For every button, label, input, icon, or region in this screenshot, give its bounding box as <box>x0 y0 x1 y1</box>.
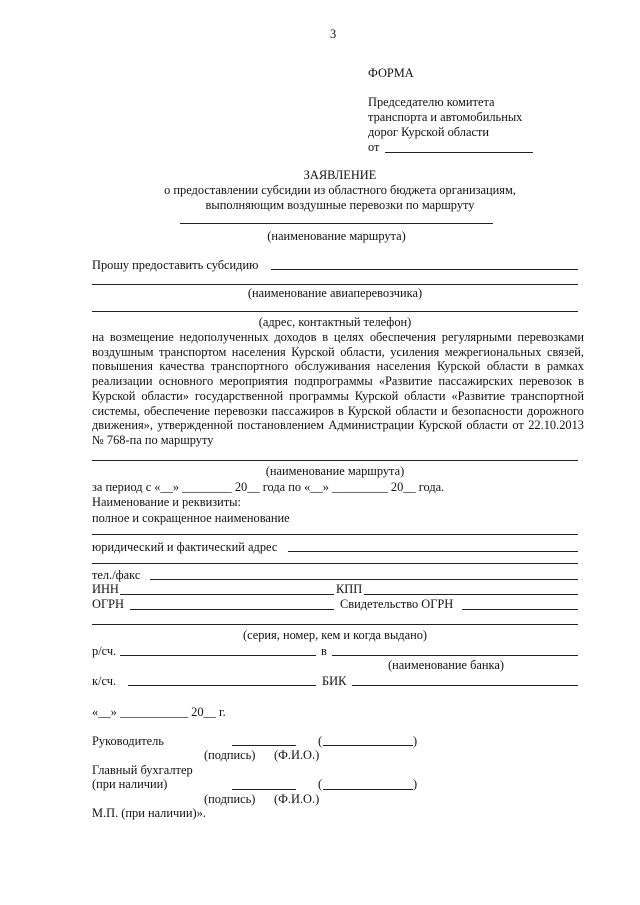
legal-address-line <box>288 551 578 552</box>
details-heading: Наименование и реквизиты: <box>92 495 241 509</box>
route-caption: (наименование маршрута) <box>267 229 406 243</box>
addressee-from-label: от <box>368 140 380 154</box>
request-label: Прошу предоставить субсидию <box>92 258 259 272</box>
document-subtitle-line1: о предоставлении субсидии из областного бюджета организациям, <box>164 183 516 197</box>
head-paren-close: ) <box>413 734 418 748</box>
phone-fax-label: тел./факс <box>92 568 141 582</box>
accountant-paren-open: ( <box>318 777 323 791</box>
corr-account-line <box>128 685 316 686</box>
legal-address-label: юридический и фактический адрес <box>92 540 278 554</box>
addressee-line2: транспорта и автомобильных <box>368 110 523 124</box>
head-sign-line <box>232 745 296 746</box>
accountant-sign-caption: (подпись) <box>204 792 256 806</box>
route2-caption: (наименование маршрута) <box>265 464 405 478</box>
addressee-from-line <box>385 152 533 153</box>
bik-line <box>352 685 578 686</box>
body-paragraph: на возмещение недополученных доходов в целях обеспечения регулярными перевозками воздушным транспортом населения Курской области, усиления межрегиональных связей, повышения качества транспортного обслуживания населения Курской области в рамках реализации основного мероприятия подпрограммы «Развитие пассажирских перевозок в Курской области» государственной программы Курской области «Развитие транспортной системы, обеспечение перевозки пассажиров в Курской области и безопасности дорожного движения», утвержденной постановлением Администрации Курской области от 22.10.2013 № 768-па по маршруту <box>92 330 584 447</box>
accountant-label: Главный бухгалтер <box>92 763 193 777</box>
ogrn-cert-line <box>462 609 578 610</box>
accountant-sign-line <box>232 789 296 790</box>
kpp-label: КПП <box>336 582 363 596</box>
addressee-line3: дорог Курской области <box>368 125 490 139</box>
account-label: р/сч. <box>92 644 117 658</box>
head-sign-caption: (подпись) <box>204 748 256 762</box>
head-name-caption: (Ф.И.О.) <box>274 748 320 762</box>
head-paren-open: ( <box>318 734 323 748</box>
inn-label: ИНН <box>92 582 119 596</box>
carrier-line <box>92 284 578 285</box>
accountant-paren-close: ) <box>413 777 418 791</box>
ogrn-label: ОГРН <box>92 597 124 611</box>
account-line <box>120 655 316 656</box>
carrier-caption: (наименование авиаперевозчика) <box>247 286 423 300</box>
page-number: 3 <box>330 27 337 41</box>
bank-caption: (наименование банка) <box>388 658 504 672</box>
series-line <box>92 624 578 625</box>
accountant-note: (при наличии) <box>92 777 168 791</box>
series-caption: (серия, номер, кем и когда выдано) <box>242 628 428 642</box>
route-line <box>180 223 493 224</box>
head-label: Руководитель <box>92 734 164 748</box>
address-line <box>92 311 578 312</box>
inn-line <box>120 594 334 595</box>
corr-account-label: к/сч. <box>92 674 117 688</box>
address-caption: (адрес, контактный телефон) <box>258 315 412 329</box>
route2-line <box>92 460 578 461</box>
phone-fax-line <box>150 579 578 580</box>
document-heading: ЗАЯВЛЕНИЕ <box>303 168 377 182</box>
head-name-line <box>323 745 413 746</box>
accountant-name-line <box>323 789 413 790</box>
document-subtitle-line2: выполняющим воздушные перевозки по маршруту <box>205 198 475 212</box>
bank-line <box>332 655 578 656</box>
stamp-label: М.П. (при наличии)». <box>92 806 206 820</box>
accountant-name-caption: (Ф.И.О.) <box>274 792 320 806</box>
full-name-line <box>92 534 578 535</box>
ogrn-line <box>130 609 334 610</box>
legal-address-line2 <box>92 563 578 564</box>
period-line: за период с «__» ________ 20__ года по «__» _________ 20__ года. <box>92 480 445 494</box>
bik-label: БИК <box>322 674 347 688</box>
kpp-line <box>364 594 578 595</box>
full-name-label: полное и сокращенное наименование <box>92 511 290 525</box>
addressee-line1: Председателю комитета <box>368 95 495 109</box>
form-label: ФОРМА <box>368 66 414 80</box>
date-line: «__» ___________ 20__ г. <box>92 705 226 719</box>
bank-in-label: в <box>321 644 327 658</box>
ogrn-cert-label: Свидетельство ОГРН <box>340 597 454 611</box>
request-line <box>271 269 578 270</box>
